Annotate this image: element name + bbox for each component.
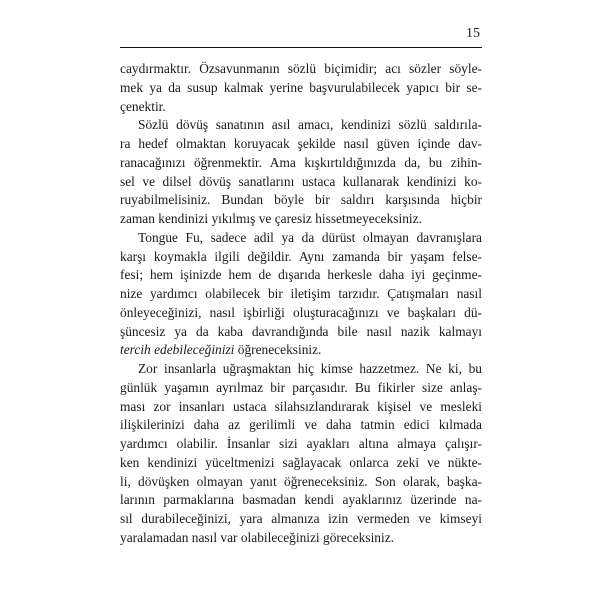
text-line: çenektir. [120,98,166,114]
text-line: şüncesiz ya da kaba davrandığında bile nasıl nazik kalmayı [120,323,482,339]
text-line: günlük yaşamın ayrılmaz bir parçasıdır. Bu fikirler size anlaş- [120,379,482,395]
text-line: sıl durabileceğinizi, yara almanıza izin vermeden ve kimseyi [120,511,482,526]
text-line [120,341,482,360]
text-line: ra hedef olmaktan koruyacak şekilde nasıl güven içinde dav- [120,136,482,151]
text-line: ması zor insanları ustaca silahsızlandırarak kişisel ve mesleki [120,398,482,414]
text-line: ken kendinizi yüceltmenizi sağlayacak onlarca zeki ve nükte- [120,454,482,470]
text-line: yardımcı olabilir. İnsanlar sizi ayakları altına almaya çalışır- [120,436,482,451]
paragraph [120,60,482,116]
text-line: li, dövüşken olmayan yanıt öğreneceksiniz. Son olarak, başka- [120,473,482,489]
text-line: Sözlü dövüş sanatının asıl amacı, kendinizi sözlü saldırıla- [138,117,482,133]
text-line: önleyeceğinizi, nasıl işbirliği oluşturacağınızı ve başkaları dü- [120,304,482,320]
text-line: Zor insanlarla uğraşmaktan hiç kimse hazzetmez. Ne ki, bu [138,361,482,376]
text-line: ilişkilerinizi daha az gerilimli ve daha tatmin edici kılmada [120,417,482,433]
text-line: nize yardımcı olabilecek bir iletişim tarzıdır. Çatışmaları nasıl [120,286,482,301]
text-line: caydırmaktır. Özsavunmanın sözlü biçimidir; acı sözler söyle- [120,61,482,76]
page-number: 15 [466,26,480,41]
body-text [120,60,482,548]
text-line: zaman kendinizi yıkılmış ve çaresiz hissetmeyeceksiniz. [120,211,422,226]
text-line: mek ya da susup kalmak yerine başvurulabilecek yapıcı bir se- [120,79,482,95]
paragraph [120,116,482,229]
text-line-rest: öğreneceksiniz. [234,342,322,358]
paragraph [120,360,482,548]
text-line: karşı koymakla ilgili değildir. Aynı zamanda bir yaşam felse- [120,248,482,264]
emphasized-text: tercih edebileceğinizi [120,342,235,358]
text-line: larının parmaklarına basmadan kendi ayaklarınız üzerinde na- [120,492,482,508]
text-line: ranacağınızı öğrenmektir. Ama kışkırtıldığınızda da, bu zihin- [120,154,482,170]
paragraph [120,229,482,360]
text-line: Tongue Fu, sadece adil ya da dürüst olmayan davranışlara [138,229,482,245]
text-line: yaralamadan nasıl var olabileceğinizi göreceksiniz. [120,529,395,545]
text-line: sel ve dilsel dövüş sanatlarını ustaca kullanarak kendinizi ko- [120,173,482,189]
text-line: ruyabilmelisiniz. Bundan böyle bir saldırı karşısında hiçbir [120,192,482,208]
header-rule [120,47,482,48]
text-line: fesi; hem işinizde hem de dışarıda herkesle daha iyi geçinme- [120,267,482,283]
